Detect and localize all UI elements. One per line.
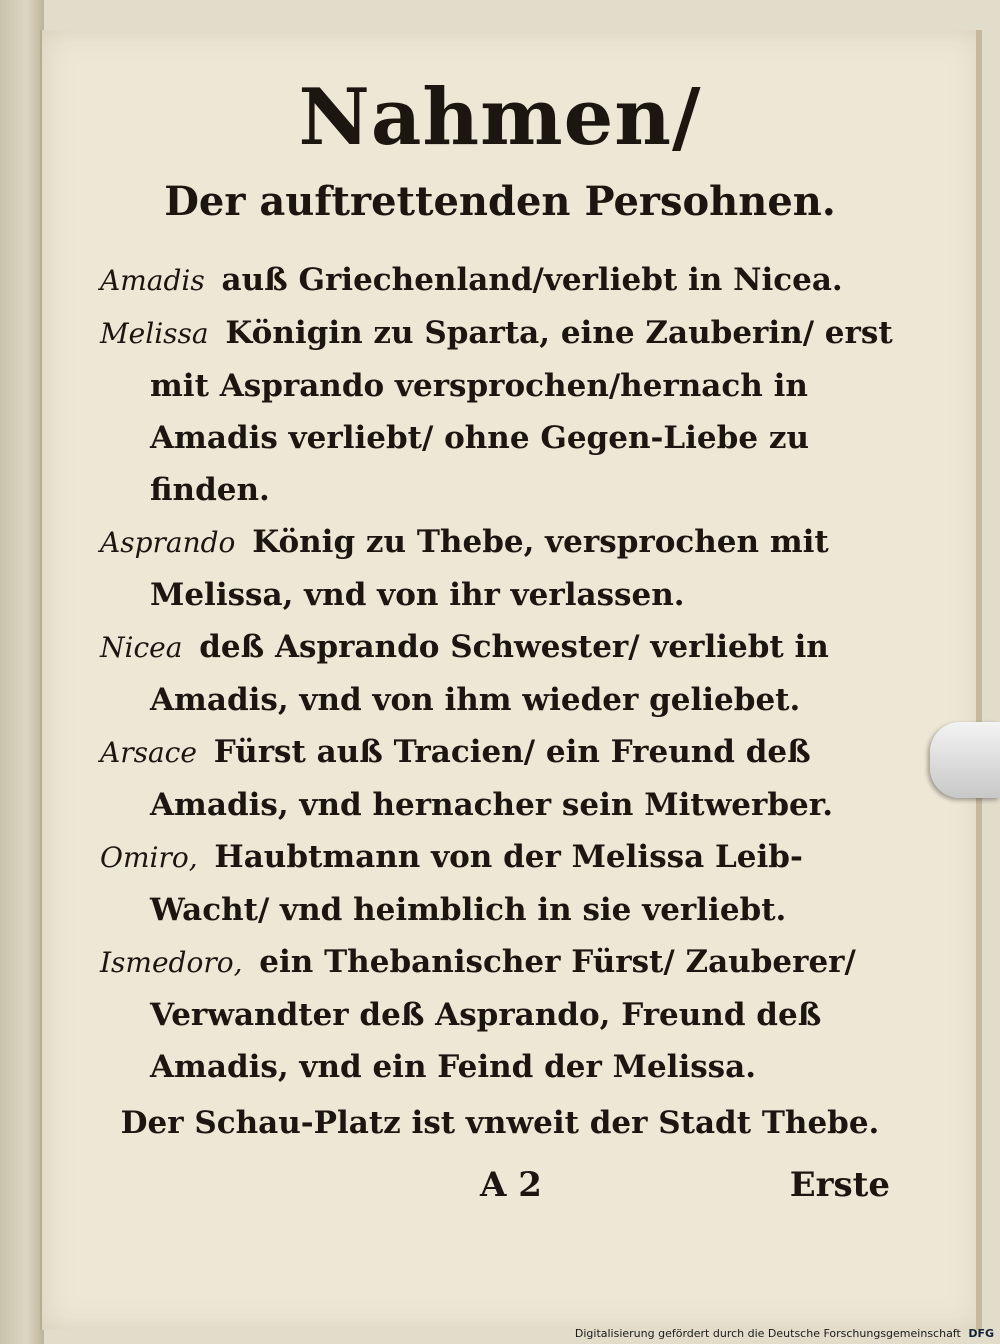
scene-note: Der Schau-Platz ist vnweit der Stadt Thebe. [120,1105,880,1141]
cast-entry [100,516,900,621]
cast-name: Amadis [100,264,205,297]
page-content [100,70,900,1213]
page-edge [976,30,982,1330]
cast-name: Asprando [100,526,236,559]
cast-description: Haubtmann von der Melissa Leib-Wacht/ vnd heimblich in sie verliebt. [150,839,803,928]
cast-entry [100,726,900,831]
page-footer [100,1157,900,1213]
cast-entry [100,254,900,307]
page-title: Nahmen/ [298,72,702,163]
cast-name: Melissa [100,317,209,350]
cast-description: ein Thebanischer Fürst/ Zauberer/ Verwandter deß Asprando, Freund deß Amadis, vnd ein Feind der Melissa. [150,944,856,1085]
signature-mark: A 2 [480,1165,542,1205]
cast-entry [100,831,900,936]
cast-description: deß Asprando Schwester/ verliebt in Amadis, vnd von ihm wieder geliebet. [150,629,829,718]
cast-name: Ismedoro, [100,946,243,979]
catchword: Erste [789,1165,890,1205]
digitization-credit [575,1327,994,1340]
cast-description: auß Griechenland/verliebt in Nicea. [221,262,843,298]
cast-name: Omiro, [100,841,198,874]
cast-entry [100,307,900,516]
cast-list [100,254,900,1093]
cast-name: Nicea [100,631,183,664]
cast-entry [100,621,900,726]
page-subtitle: Der auftrettenden Persohnen. [164,178,836,225]
cast-description: Fürst auß Tracien/ ein Freund deß Amadis, vnd hernacher sein Mitwerber. [150,734,834,823]
dfg-logo-icon: DFG [968,1327,994,1340]
page-tab-marker [930,722,1000,798]
cast-description: Königin zu Sparta, eine Zauberin/ erst mit Asprando versprochen/hernach in Amadis verliebt/ ohne Gegen-Liebe zu finden. [150,315,893,508]
cast-entry [100,936,900,1093]
book-gutter [0,0,44,1344]
cast-name: Arsace [100,736,197,769]
cast-description: König zu Thebe, versprochen mit Melissa, vnd von ihr verlassen. [150,524,829,613]
credit-text: Digitalisierung gefördert durch die Deutsche Forschungsgemeinschaft [574,1327,961,1340]
